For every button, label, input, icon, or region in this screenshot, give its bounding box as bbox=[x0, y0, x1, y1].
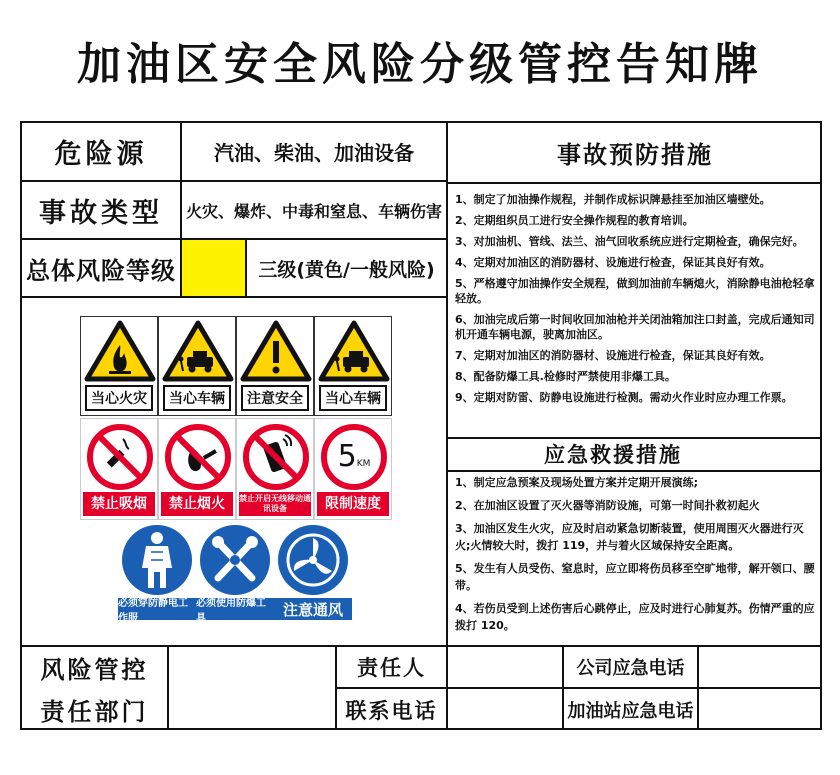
prevention-list bbox=[455, 192, 815, 411]
no-smoking-icon bbox=[81, 419, 159, 493]
divider bbox=[446, 182, 822, 184]
emergency-heading: 应急救援措施 bbox=[544, 442, 682, 467]
warning-sign-vehicle bbox=[158, 316, 236, 416]
list-item: 5、发生有人员受伤、窒息时，应立即将伤员移至空旷地带，解开领口、腰带。 bbox=[455, 562, 815, 592]
divider bbox=[446, 645, 448, 730]
divider bbox=[167, 645, 169, 730]
vehicle-warning-icon bbox=[159, 317, 237, 387]
list-item: 2、定期组织员工进行安全操作规程的教育培训。 bbox=[455, 214, 694, 227]
sign-caption: 注意通风 bbox=[274, 598, 352, 620]
hazard-label: 危险源 bbox=[54, 139, 148, 170]
list-item: 3、对加油机、管线、法兰、油气回收系统应进行定期检查，确保完好。 bbox=[455, 235, 804, 248]
sign-caption: 注意安全 bbox=[241, 385, 309, 411]
sign-caption: 必须穿防静电工作服 bbox=[118, 598, 196, 620]
mandatory-sign-ventilation bbox=[274, 522, 352, 622]
list-item: 2、在加油区设置了灭火器等消防设施，可第一时间扑救初起火 bbox=[455, 499, 760, 512]
list-item: 1、制定应急预案及现场处置方案并定期开展演练; bbox=[455, 476, 699, 489]
responsible-person-label: 责任人 bbox=[357, 656, 426, 680]
list-item: 5、严格遵守加油操作安全规程，做到加油前车辆熄火，消除静电油枪轻拿轻放。 bbox=[455, 277, 815, 305]
divider bbox=[20, 296, 446, 298]
warning-sign-fire bbox=[80, 316, 158, 416]
dept-label-line-1: 风险管控 bbox=[40, 655, 149, 684]
risk-level-color-swatch bbox=[182, 240, 245, 296]
sign-caption: 禁止烟火 bbox=[161, 492, 233, 516]
sign-caption: 当心车辆 bbox=[319, 385, 387, 411]
hazard-value: 汽油、柴油、加油设备 bbox=[214, 141, 414, 165]
risk-level-value: 三级(黄色/一般风险) bbox=[258, 258, 435, 281]
sign-caption: 当心火灾 bbox=[85, 385, 153, 411]
list-item: 4、若伤员受到上述伤害后心跳停止，应及时进行心肺复苏。伤情严重的应拨打 120。 bbox=[455, 602, 815, 632]
no-phone-icon bbox=[237, 419, 315, 493]
list-item: 6、加油完成后第一时间收回加油枪并关闭油箱加注口封盖，完成后通知司机开通车辆电源，驶离加油区。 bbox=[455, 313, 815, 341]
warning-sign-caution bbox=[236, 316, 314, 416]
sign-caption: 禁止吸烟 bbox=[83, 492, 155, 516]
list-item: 9、定期对防雷、防静电设施进行检测。需动火作业时应办理工作票。 bbox=[455, 391, 793, 404]
mandatory-sign-antistatic bbox=[118, 522, 196, 622]
vehicle-warning-icon bbox=[315, 317, 393, 387]
company-emergency-phone-label: 公司应急电话 bbox=[576, 658, 685, 679]
prevention-heading: 事故预防措施 bbox=[557, 141, 713, 169]
warning-sign-vehicle-2 bbox=[314, 316, 392, 416]
list-item: 4、定期对加油区的消防器材、设施进行检查，保证其良好有效。 bbox=[455, 256, 771, 269]
accident-type-value: 火灾、爆炸、中毒和窒息、车辆伤害 bbox=[185, 201, 442, 221]
divider bbox=[446, 470, 822, 472]
antistatic-clothing-icon bbox=[118, 522, 196, 600]
speed-limit-value: 5KM bbox=[337, 439, 371, 474]
list-item: 3、加油区发生火灾，应及时启动紧急切断装置，使用周围灭火器进行灭火;火情较大时，拨打 119，并与着火区域保持安全距离。 bbox=[455, 522, 804, 552]
fire-warning-icon bbox=[81, 317, 159, 387]
divider bbox=[446, 121, 448, 645]
sign-caption: 禁止开启无线移动通讯设备 bbox=[239, 492, 311, 516]
no-fire-icon bbox=[159, 419, 237, 493]
contact-phone-label: 联系电话 bbox=[345, 698, 438, 723]
sign-caption: 限制速度 bbox=[317, 492, 389, 516]
prohibition-sign-no-phone bbox=[236, 418, 314, 520]
dept-label-line-2: 责任部门 bbox=[40, 698, 149, 726]
risk-level-label: 总体风险等级 bbox=[26, 256, 176, 285]
mandatory-sign-explosion-proof-tools bbox=[196, 522, 274, 622]
list-item: 8、配备防爆工具.检修时严禁使用非爆工具。 bbox=[455, 370, 676, 383]
sign-caption: 必须使用防爆工具 bbox=[196, 598, 274, 620]
exclamation-warning-icon bbox=[237, 317, 315, 387]
prohibition-sign-no-fire bbox=[158, 418, 236, 520]
emergency-list bbox=[455, 474, 815, 640]
list-item: 7、定期对加油区的消防器材、设施进行检查，保证其良好有效。 bbox=[455, 349, 771, 362]
prohibition-sign-no-smoking bbox=[80, 418, 158, 520]
divider bbox=[697, 645, 699, 730]
station-emergency-phone-label: 加油站应急电话 bbox=[567, 700, 694, 722]
accident-type-label: 事故类型 bbox=[39, 197, 163, 229]
list-item: 1、制定了加油操作规程，并制作成标识牌悬挂至加油区墙壁处。 bbox=[455, 193, 771, 206]
page-title: 加油区安全风险分级管控告知牌 bbox=[77, 39, 763, 90]
prohibition-sign-speed-limit bbox=[314, 418, 392, 520]
ventilation-icon bbox=[274, 522, 352, 600]
explosion-proof-tools-icon bbox=[196, 522, 274, 600]
sign-caption: 当心车辆 bbox=[163, 385, 231, 411]
